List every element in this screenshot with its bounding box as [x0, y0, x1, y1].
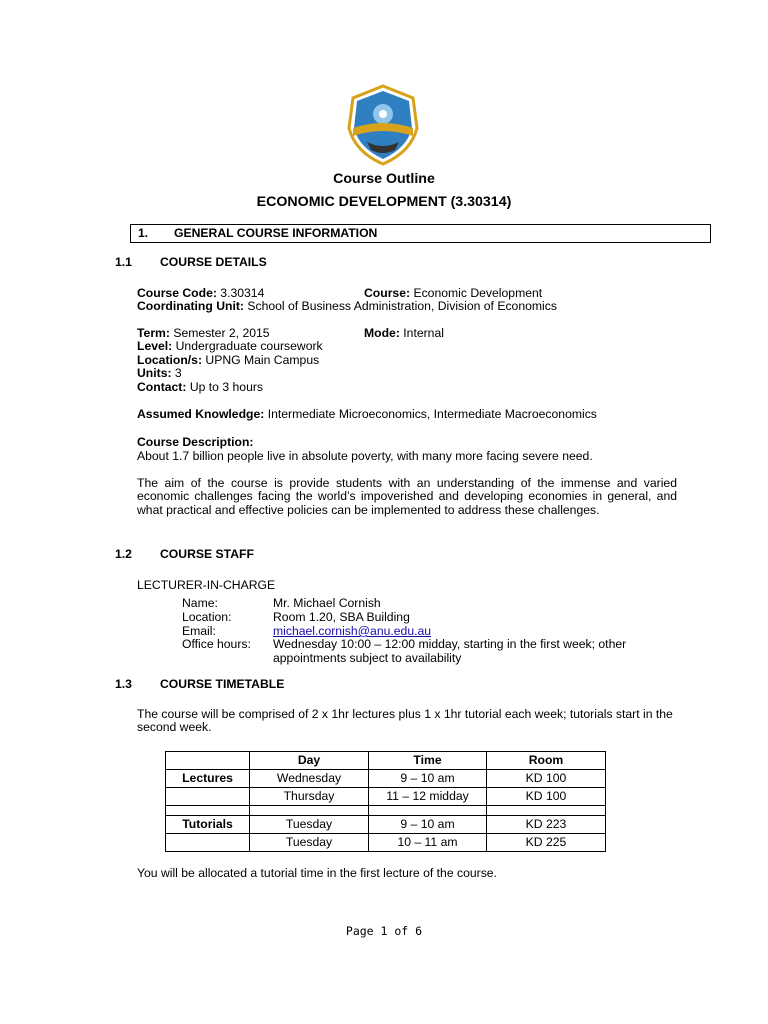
- course-aim: The aim of the course is provide students with an understanding of the immense and varied economic challenges facing the world’s impoverished and developing economies in general, and what practical and effective policies can be implemented to address these challenges.: [137, 476, 677, 517]
- staff-name: Mr. Michael Cornish: [273, 596, 381, 610]
- units: [137, 366, 182, 380]
- table-header-cell: Time: [369, 752, 487, 770]
- staff-location-label: Location:: [182, 610, 232, 624]
- staff-role: LECTURER-IN-CHARGE: [137, 578, 276, 592]
- page-number: Page 1 of 6: [345, 924, 423, 938]
- field-value: UPNG Main Campus: [205, 353, 320, 367]
- table-cell: [250, 806, 369, 816]
- table-cell: [487, 806, 606, 816]
- office-hours-continued: appointments subject to availability: [273, 651, 462, 665]
- office-hours-label: Office hours:: [182, 637, 251, 651]
- field-value: Internal: [403, 326, 444, 340]
- field-label: Coordinating Unit:: [137, 299, 244, 313]
- table-cell: [166, 788, 250, 806]
- field-label: Location/s:: [137, 353, 203, 367]
- table-header-row: [166, 752, 606, 770]
- table-cell: KD 225: [487, 834, 606, 852]
- table-cell: [166, 806, 250, 816]
- tutorial-allocation-note: You will be allocated a tutorial time in the first lecture of the course.: [137, 866, 497, 880]
- course-code: [137, 286, 264, 300]
- field-label: Course:: [364, 286, 411, 300]
- field-label: Units:: [137, 366, 172, 380]
- section-title: COURSE DETAILS: [160, 255, 267, 269]
- office-hours: Wednesday 10:00 – 12:00 midday, starting in the first week; other: [273, 637, 627, 651]
- table-cell: 9 – 10 am: [369, 816, 487, 834]
- field-label: Course Code:: [137, 286, 217, 300]
- term: [137, 326, 270, 340]
- field-label: Contact:: [137, 380, 187, 394]
- section-title: GENERAL COURSE INFORMATION: [174, 226, 378, 240]
- table-cell: Lectures: [166, 770, 250, 788]
- table-cell: Tutorials: [166, 816, 250, 834]
- table-row: [166, 788, 606, 806]
- contact: [137, 380, 263, 394]
- document-title: Course Outline: [333, 171, 435, 187]
- field-value: Economic Development: [413, 286, 543, 300]
- table-spacer-row: [166, 806, 606, 816]
- university-seal: [345, 84, 421, 166]
- table-cell: Wednesday: [250, 770, 369, 788]
- course-description: About 1.7 billion people live in absolute poverty, with many more facing severe need.: [137, 449, 593, 463]
- table-cell: KD 100: [487, 770, 606, 788]
- field-label: Term:: [137, 326, 170, 340]
- level: [137, 339, 323, 353]
- table-cell: 10 – 11 am: [369, 834, 487, 852]
- table-cell: [369, 806, 487, 816]
- table-cell: KD 223: [487, 816, 606, 834]
- staff-name-label: Name:: [182, 596, 218, 610]
- table-cell: KD 100: [487, 788, 606, 806]
- staff-email-label: Email:: [182, 624, 216, 638]
- table-cell: Tuesday: [250, 816, 369, 834]
- field-value: Up to 3 hours: [189, 380, 263, 394]
- field-value: Intermediate Microeconomics, Intermediate Macroeconomics: [267, 407, 597, 421]
- field-value: 3: [174, 366, 182, 380]
- staff-location: Room 1.20, SBA Building: [273, 610, 410, 624]
- table-cell: [166, 834, 250, 852]
- table-header-cell: Day: [250, 752, 369, 770]
- timetable-intro: The course will be comprised of 2 x 1hr lectures plus 1 x 1hr tutorial each week; tutorials start in the second week.: [137, 707, 673, 735]
- table-cell: 9 – 10 am: [369, 770, 487, 788]
- table-header-cell: Room: [487, 752, 606, 770]
- section-number: 1.2: [115, 547, 132, 561]
- field-value: School of Business Administration, Division of Economics: [247, 299, 557, 313]
- table-row: [166, 816, 606, 834]
- coordinating-unit: [137, 299, 557, 313]
- field-label: Level:: [137, 339, 173, 353]
- mode: [364, 326, 444, 340]
- table-cell: 11 – 12 midday: [369, 788, 487, 806]
- course-name: [364, 286, 542, 300]
- document-subtitle: ECONOMIC DEVELOPMENT (3.30314): [256, 194, 512, 210]
- table-cell: Thursday: [250, 788, 369, 806]
- section-number: 1.3: [115, 677, 132, 691]
- location: [137, 353, 319, 367]
- table-row: [166, 834, 606, 852]
- field-value: 3.30314: [220, 286, 265, 300]
- field-value: Undergraduate coursework: [175, 339, 323, 353]
- section-number: 1.1: [115, 255, 132, 269]
- field-value: Semester 2, 2015: [173, 326, 270, 340]
- staff-email-link[interactable]: michael.cornish@anu.edu.au: [273, 624, 432, 638]
- field-label: Assumed Knowledge:: [137, 407, 265, 421]
- section-title: COURSE TIMETABLE: [160, 677, 285, 691]
- timetable-table: [165, 751, 606, 852]
- assumed-knowledge: [137, 407, 597, 421]
- course-description-label: Course Description:: [137, 435, 254, 449]
- table-header-cell: [166, 752, 250, 770]
- section-title: COURSE STAFF: [160, 547, 254, 561]
- table-cell: Tuesday: [250, 834, 369, 852]
- section-number: 1.: [138, 226, 149, 240]
- field-label: Mode:: [364, 326, 400, 340]
- table-row: [166, 770, 606, 788]
- general-info-header: [130, 224, 711, 243]
